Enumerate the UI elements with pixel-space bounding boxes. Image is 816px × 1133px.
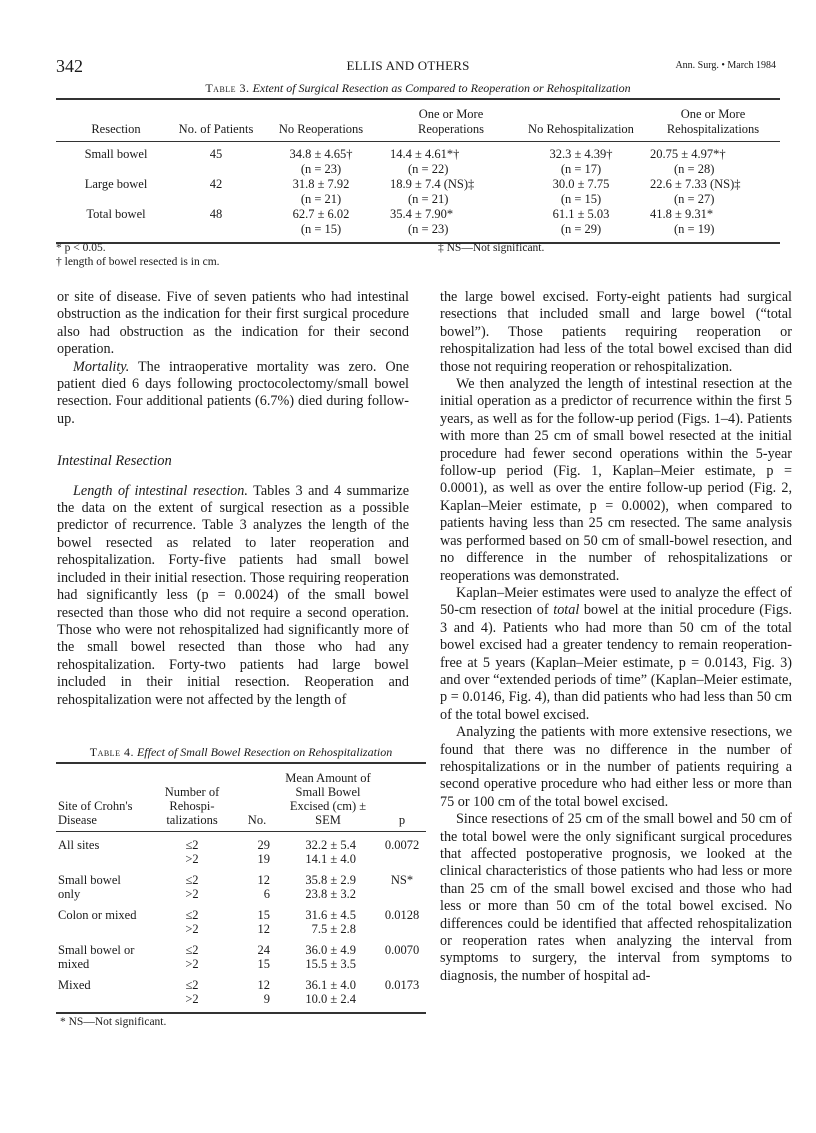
table-row: [56, 866, 426, 887]
mean-value: 31.8 ± 7.92: [292, 177, 350, 191]
p-cell: 0.0072: [384, 838, 420, 852]
table-row: [56, 957, 426, 971]
table4: [56, 762, 426, 1014]
n-value: (n = 15): [300, 222, 342, 236]
count-cell: 12: [257, 873, 270, 887]
run-in-heading: Mortality.: [73, 358, 130, 375]
n-value: (n = 27): [674, 192, 715, 206]
table3-col-header: One or More Rehospitalizations: [646, 99, 780, 142]
journal-reference: Ann. Surg. • March 1984: [675, 60, 776, 71]
table3-col-header: One or More Reoperations: [386, 99, 516, 142]
paragraph-text: Kaplan–Meier estimates were used to analyze the effect of 50-cm resection of: [440, 584, 792, 619]
value-cell: [516, 142, 646, 178]
n-value: (n = 23): [300, 162, 342, 176]
value-cell: [646, 177, 780, 207]
paragraph-text: Tables 3 and 4 summarize the data on the extent of surgical resection as a possible predictor of recurrence. Table 3 analyzes the length of the bowel resected as related to later reoperation and rehospitalization. Forty-five patients had small bowel included in their initial resection. Those requiring reoperation had significantly less (p = 0.0024) of the small bowel resected than those who did not require a second operation. Those who were not rehospitalized had significantly more of the small bowel resected than those who had any rehospitalization. Forty-two patients had large bowel included in their initial resection. Reoperation and rehospitalization were not affected by the length of: [57, 482, 409, 708]
table4-col-header: Mean Amount of Small Bowel Excised (cm) ± SEM: [278, 763, 378, 832]
count-cell: 29: [257, 838, 270, 852]
rehosp-cell: ≤2: [185, 838, 199, 852]
mean-cell: 10.0 ± 2.4: [305, 992, 356, 1006]
mean-value: 30.0 ± 7.75: [552, 177, 610, 191]
n-value: (n = 29): [560, 222, 602, 236]
table3-title: Extent of Surgical Resection as Compared to Reoperation or Rehospitalization: [252, 81, 631, 95]
table3-col-header: Resection: [56, 99, 176, 142]
value-cell: [516, 207, 646, 243]
count-cell: 12: [257, 922, 270, 936]
table-row: [56, 852, 426, 866]
mean-value: 18.9 ± 7.4 (NS)‡: [390, 177, 475, 191]
table4-col-header: Number of Rehospi-talizations: [148, 763, 236, 832]
n-value: (n = 28): [674, 162, 715, 176]
mean-value: 61.1 ± 5.03: [552, 207, 610, 221]
n-value: (n = 21): [408, 192, 449, 206]
mean-cell: 23.8 ± 3.2: [305, 887, 356, 901]
mean-cell: 36.1 ± 4.0: [305, 978, 356, 992]
value-cell: [256, 142, 386, 178]
paragraph: the large bowel excised. Forty-eight patients had surgical resections that included small and large bowel (“total bowel”). Those patients requiring reoperation or rehospitalization had less of the total bowel excised than did those not requiring reoperation or rehospitalization.: [440, 289, 792, 375]
footnote-dagger: † length of bowel resected is in cm.: [56, 256, 220, 268]
site-cell: Mixed: [58, 978, 91, 992]
count-cell: 15: [257, 957, 270, 971]
n-value: (n = 15): [560, 192, 602, 206]
value-cell: [386, 207, 516, 243]
table4-caption: [56, 745, 426, 760]
site-cell: only: [58, 887, 81, 901]
table-row: [56, 887, 426, 901]
value-cell: [646, 142, 780, 178]
footnote-star: * p < 0.05.: [56, 242, 106, 254]
site-cell: Colon or mixed: [58, 908, 137, 922]
n-value: (n = 21): [300, 192, 342, 206]
table3-label: Table 3.: [205, 81, 250, 95]
paragraph: Since resections of 25 cm of the small bowel and 50 cm of the total bowel were the only significant surgical procedures that affected postoperative prognosis, we looked at the clinical characteristics of those patients who had less or more than 25 cm of the small bowel excised and those who had less or more than 50 cm of the total bowel excised. No differences could be identified that affected rehospitalization or reoperation rates when analyzing the interval from symptoms to surgery, the interval from symptoms to diagnosis, the number of hospital ad-: [440, 811, 792, 984]
table4-header-row: [56, 763, 426, 832]
paragraph-text: bowel at the initial procedure (Figs. 3 and 4). Patients who had more than 50 cm of the total bowel excised had a greater tendency to remain reoperation-free at 5 years (Kaplan–Meier estimate, p = 0.0143, Fig. 3) and over “extended periods of time” (Kaplan–Meier estimate, p = 0.0146, Fig. 4), than did patients who had less than 50 cm of the total bowel excised.: [440, 602, 792, 723]
rehosp-cell: >2: [185, 992, 199, 1006]
emphasis: total: [553, 602, 580, 619]
table-row: [56, 901, 426, 922]
value-cell: [256, 177, 386, 207]
count-cell: 12: [257, 978, 270, 992]
paragraph: or site of disease. Five of seven patients who had intestinal obstruction as the indication for their first surgical procedure also had obstruction as the indication for their second operation.: [57, 289, 409, 358]
rehosp-cell: ≤2: [185, 873, 199, 887]
table3-col-header: No Reoperations: [256, 99, 386, 142]
table4-footnote: * NS—Not significant.: [60, 1016, 167, 1028]
paragraph-kaplan-meier: [440, 585, 792, 724]
table-row: [56, 177, 780, 207]
right-column: [440, 289, 792, 985]
table3-col-header: No Rehospitalization: [516, 99, 646, 142]
mean-cell: 32.2 ± 5.4: [305, 838, 356, 852]
rehosp-cell: >2: [185, 922, 199, 936]
site-cell: [56, 852, 148, 866]
mean-value: 22.6 ± 7.33 (NS)‡: [650, 177, 741, 191]
paragraph: Analyzing the patients with more extensive resections, we found that there was no difference in the number of rehospitalizations or in the number of patients requiring a second operative procedure who had either less or more than 75 or 100 cm of the total bowel excised.: [440, 724, 792, 810]
table3: [56, 98, 780, 244]
mean-cell: 31.6 ± 4.5: [305, 908, 356, 922]
rehosp-cell: >2: [185, 852, 199, 866]
table3-header-row: [56, 99, 780, 142]
value-cell: [386, 142, 516, 178]
count-cell: 15: [257, 908, 270, 922]
n-value: (n = 22): [408, 162, 449, 176]
paragraph: We then analyzed the length of intestinal resection at the initial operation as a predictor of recurrence within the first 5 years, as well as for the follow-up period (Figs. 1–4). Patients with more than 25 cm of small bowel resected at the initial procedure had fewer second operations within the 5-year follow-up period (Fig. 1, Kaplan–Meier estimate, p = 0.0001), as well as over the entire follow-up period (Fig. 2, Kaplan–Meier estimate, p = 0.0002), when compared to patients having less than 25 cm resected. The same analysis was performed based on 50 cm of small-bowel resection, and no difference in the number of rehospitalizations or reoperations was demonstrated.: [440, 376, 792, 584]
left-column: [57, 289, 409, 709]
n-value: (n = 19): [674, 222, 715, 236]
mean-cell: 35.8 ± 2.9: [305, 873, 356, 887]
mean-cell: 7.5 ± 2.8: [311, 922, 356, 936]
value-cell: [516, 177, 646, 207]
mean-value: 35.4 ± 7.90*: [390, 207, 454, 221]
section-heading: Intestinal Resection: [57, 453, 172, 470]
mean-value: 34.8 ± 4.65†: [289, 147, 353, 161]
rehosp-cell: ≤2: [185, 908, 199, 922]
table-row: [56, 992, 426, 1013]
table-row: [56, 971, 426, 992]
value-cell: [646, 207, 780, 243]
footnote-ddagger: ‡ NS—Not significant.: [438, 242, 545, 254]
mean-value: 14.4 ± 4.61*†: [390, 147, 460, 161]
rehosp-cell: ≤2: [185, 943, 199, 957]
value-cell: [386, 177, 516, 207]
paragraph-length: [57, 483, 409, 709]
table4-col-header: No.: [236, 763, 278, 832]
running-head: ELLIS AND OTHERS: [346, 58, 470, 73]
table-row: [56, 922, 426, 936]
table-row: [56, 936, 426, 957]
site-cell: Small bowel: [58, 873, 121, 887]
rehosp-cell: >2: [185, 887, 199, 901]
table-row: [56, 207, 780, 243]
paragraph-mortality: [57, 359, 409, 429]
table4-col-header: p: [378, 763, 426, 832]
mean-cell: 36.0 ± 4.9: [305, 943, 356, 957]
n-value: (n = 17): [560, 162, 602, 176]
p-cell: 0.0128: [384, 908, 420, 922]
mean-cell: 15.5 ± 3.5: [305, 957, 356, 971]
mean-value: 32.3 ± 4.39†: [549, 147, 613, 161]
site-cell: [56, 992, 148, 1013]
mean-value: 41.8 ± 9.31*: [650, 207, 714, 221]
patients-cell: 48: [209, 207, 223, 221]
site-cell: Small bowel or: [58, 943, 135, 957]
rehosp-cell: >2: [185, 957, 199, 971]
count-cell: 19: [257, 852, 270, 866]
site-cell: mixed: [58, 957, 90, 971]
table4-label: Table 4.: [89, 745, 134, 759]
p-cell: 0.0173: [384, 978, 420, 992]
resection-cell: Large bowel: [84, 177, 148, 191]
run-in-heading: Length of intestinal resection.: [73, 482, 248, 499]
count-cell: 24: [257, 943, 270, 957]
p-cell: NS*: [390, 873, 414, 887]
mean-cell: 14.1 ± 4.0: [305, 852, 356, 866]
mean-value: 62.7 ± 6.02: [292, 207, 350, 221]
table3-caption: [56, 81, 780, 96]
n-value: (n = 23): [408, 222, 449, 236]
paragraph-text: The intraoperative mortality was zero. One patient died 6 days following proctocolectomy/small bowel resection. Four additional patients (6.7%) died during follow-up.: [57, 358, 409, 427]
table-row: [56, 832, 426, 853]
table4-title: Effect of Small Bowel Resection on Rehospitalization: [136, 745, 393, 759]
count-cell: 9: [263, 992, 270, 1006]
rehosp-cell: ≤2: [185, 978, 199, 992]
table3-footnotes-left: [56, 241, 220, 269]
table4-col-header: Site of Crohn's Disease: [56, 763, 148, 832]
resection-cell: Total bowel: [86, 207, 146, 221]
page-number: 342: [56, 56, 83, 76]
mean-value: 20.75 ± 4.97*†: [650, 147, 726, 161]
site-cell: [56, 922, 148, 936]
table3-col-header: No. of Patients: [176, 99, 256, 142]
table-row: [56, 142, 780, 178]
resection-cell: Small bowel: [84, 147, 148, 161]
patients-cell: 45: [209, 147, 223, 161]
value-cell: [256, 207, 386, 243]
patients-cell: 42: [209, 177, 223, 191]
site-cell: All sites: [58, 838, 100, 852]
p-cell: 0.0070: [384, 943, 420, 957]
count-cell: 6: [263, 887, 270, 901]
